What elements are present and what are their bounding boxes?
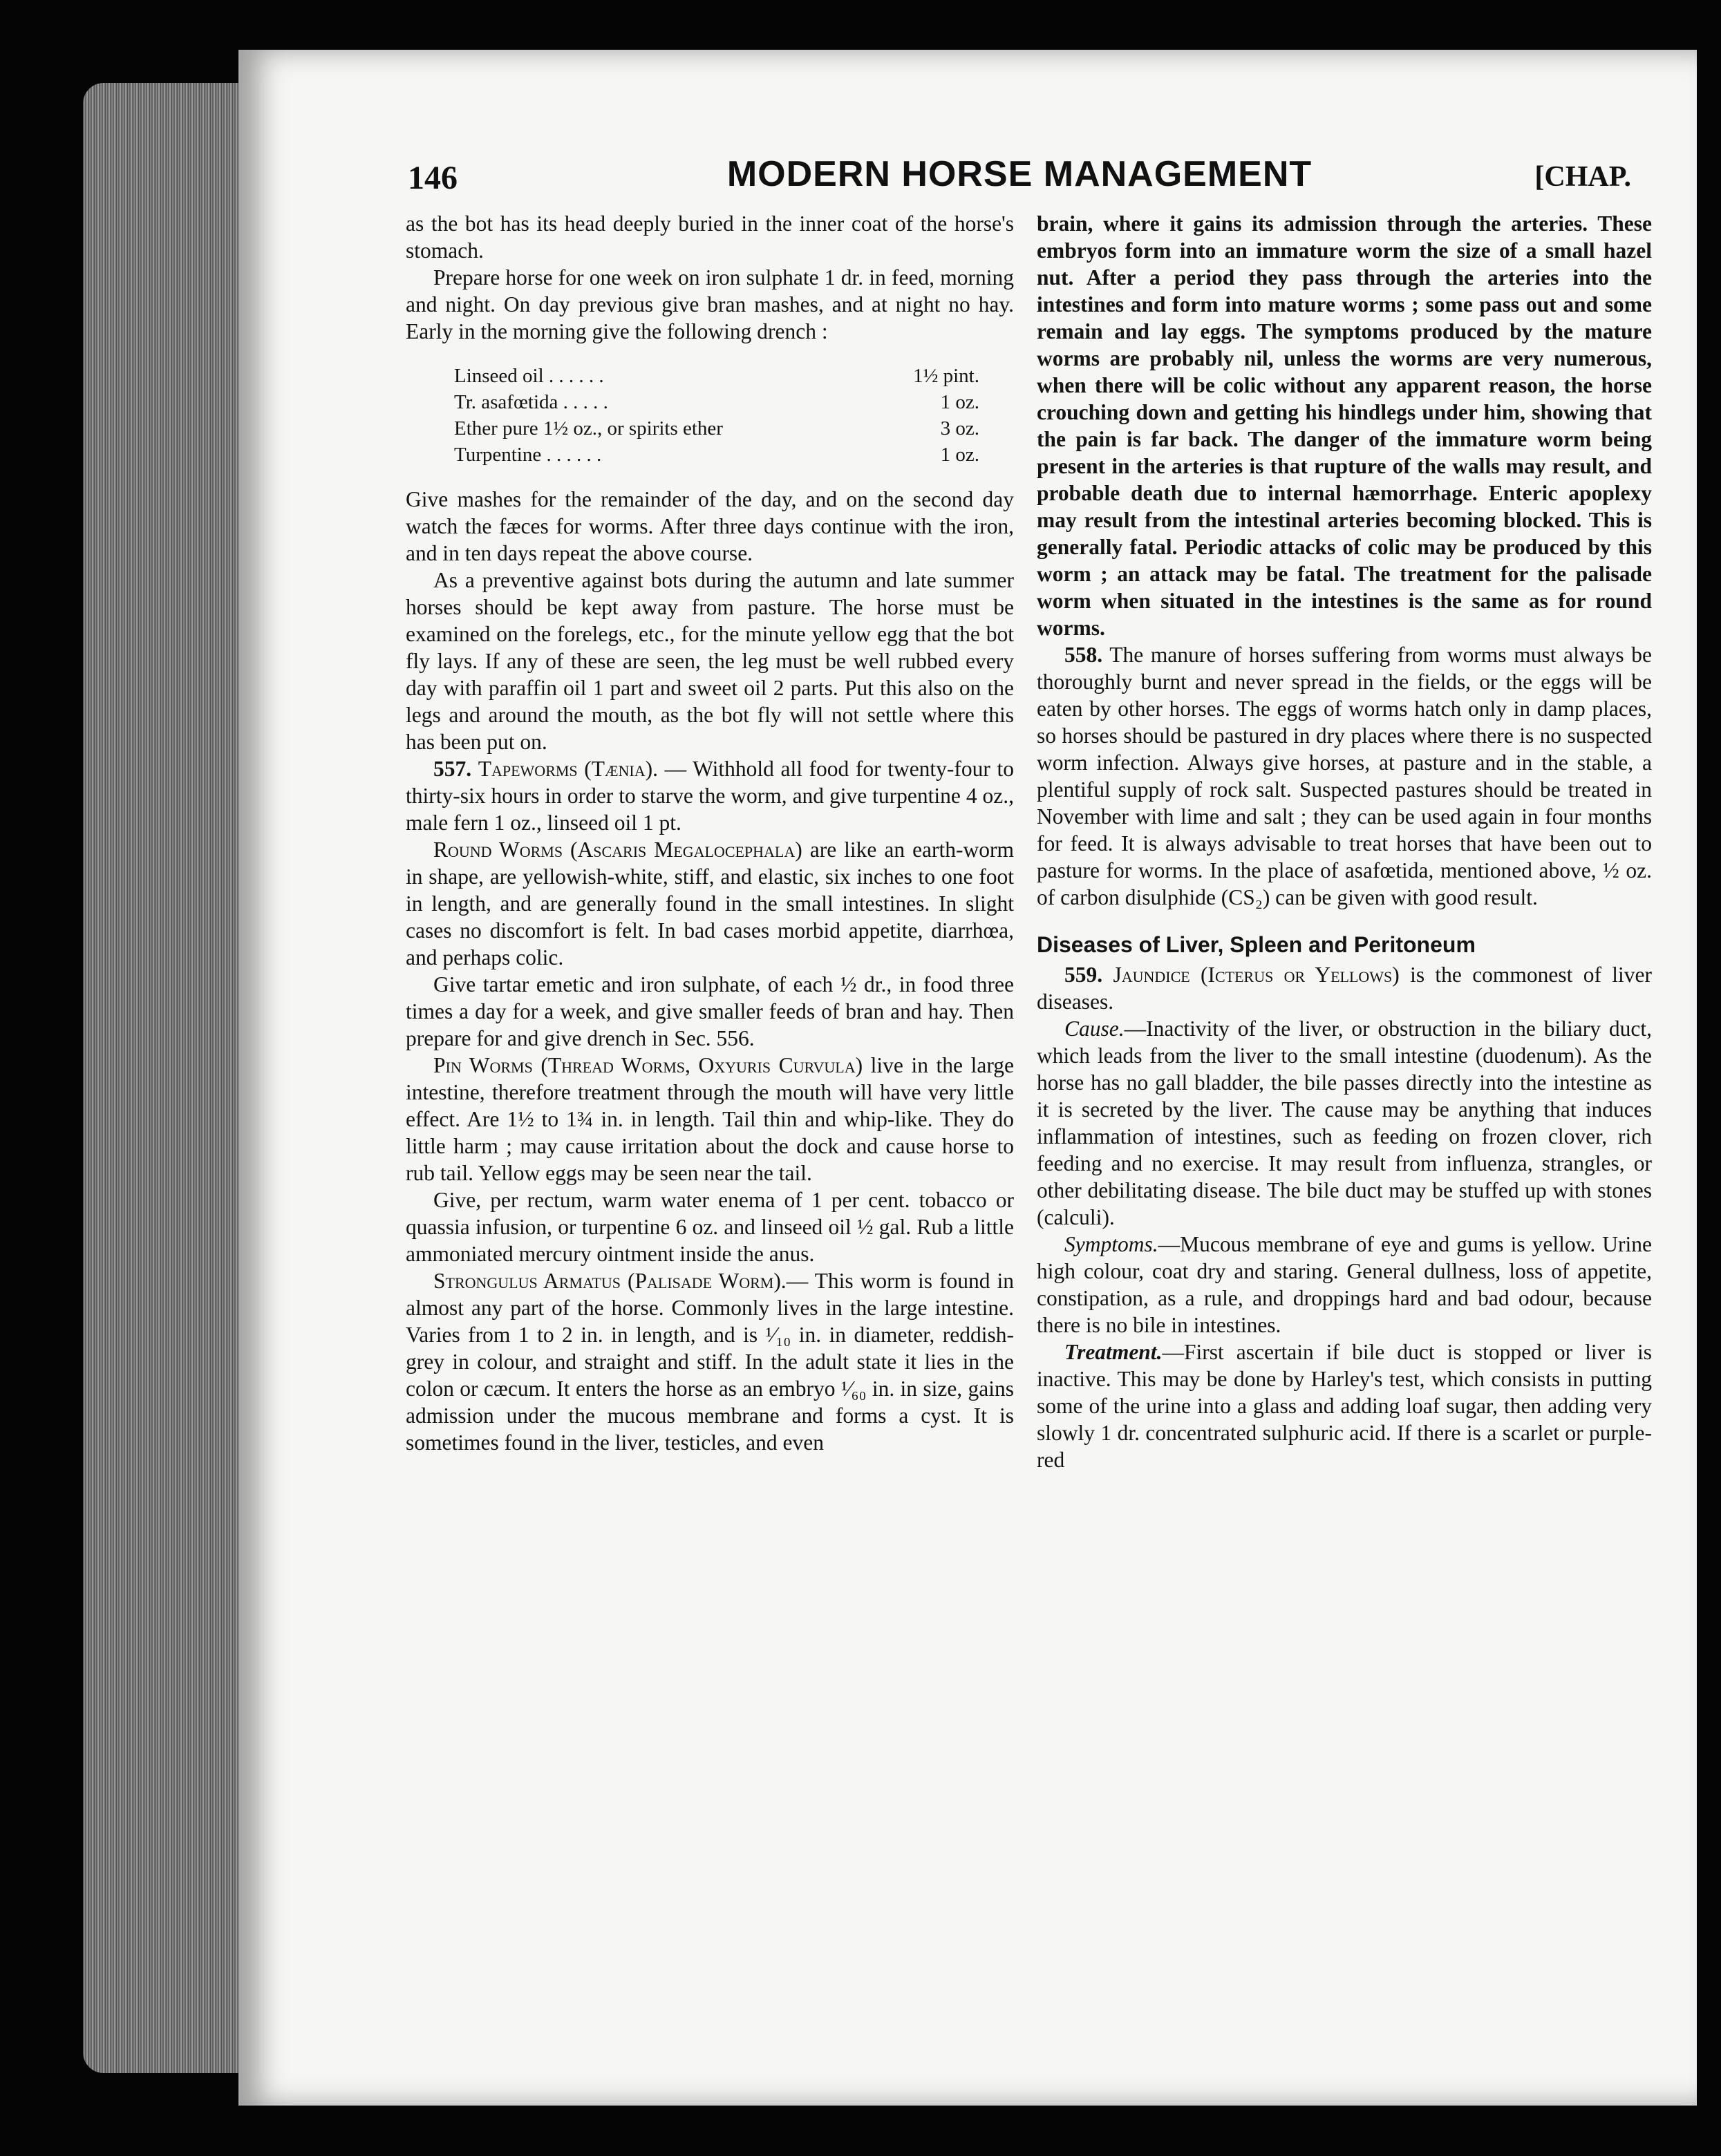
page-number: 146: [408, 160, 458, 196]
paragraph-text: —Mucous membrane of eye and gums is yellow. Urine high colour, coat dry and staring. General dullness, loss of appetite, constipation, as a rule, and droppings hard and bad odour, because there is no bile in intestines.: [1037, 1232, 1652, 1337]
paragraph: Give tartar emetic and iron sulphate, of each ½ dr., in food three times a day for a week, and give smaller feeds of bran and hay. Then prepare for and give drench in Sec. 556.: [406, 972, 1014, 1050]
recipe-item: Linseed oil . . . . . .: [454, 365, 604, 387]
palisade-worm-paragraph: [406, 1267, 1014, 1456]
right-column: [1037, 210, 1652, 1473]
paragraph-text: live in the large intestine, therefore treatment through the mouth will have very little effect. Are 1½ to 1¾ in. in length. Tail thin and whip-like. They do little harm ; may cause irritation about the dock and cause horse to rub tail. Yellow eggs may be seen near the tail.: [406, 1053, 1014, 1185]
section-text: — Withhold all food for twenty-four to thirty-six hours in order to starve the worm, and give turpentine 4 oz., male fern 1 oz., linseed oil 1 pt.: [406, 757, 1014, 835]
chapter-marker: [CHAP.: [1534, 161, 1631, 193]
book-page-edges: [83, 83, 256, 2073]
paragraph-text: —First ascertain if bile duct is stopped or liver is inactive. This may be done by Harley's test, which consists in putting some of the urine into a glass and adding loaf sugar, then adding very slowly 1 dr. concentrated sulphuric acid. If there is a scarlet or purple-red: [1037, 1340, 1652, 1472]
paragraph-label: Symptoms.: [1064, 1232, 1158, 1256]
subheading: Pin Worms (Thread Worms, Oxyuris Curvula): [433, 1053, 863, 1077]
paragraph-text: — This worm is found in almost any part of the horse. Commonly lives in the large intestine. Varies from 1 to 2 in. in length, and is ¹⁄₁₀ in. in diameter, reddish-grey in colour, and straight and stiff. In the adult state it lies in the colon or cæcum. It enters the horse as an embryo ¹⁄₆₀ in. in size, gains admission under the mucous membrane and forms a cyst. It is sometimes found in the liver, testicles, and even: [406, 1269, 1014, 1455]
section-number: 557.: [433, 757, 472, 781]
recipe-quantity: 1 oz.: [940, 444, 979, 466]
paragraph-label: Treatment.: [1064, 1340, 1163, 1364]
recipe-item: Turpentine . . . . . .: [454, 444, 602, 466]
round-worms-paragraph: [406, 836, 1014, 971]
left-column: [406, 210, 1014, 1456]
recipe-item: Ether pure 1½ oz., or spirits ether: [454, 417, 723, 439]
cause-paragraph: [1037, 1015, 1652, 1231]
subheading: Round Worms (Ascaris Megalocephala): [433, 838, 802, 862]
section-heading: Tapeworms (Tænia).: [478, 757, 659, 781]
symptoms-paragraph: [1037, 1231, 1652, 1339]
running-title: MODERN HORSE MANAGEMENT: [726, 154, 1313, 194]
section-text: is the commonest of liver diseases.: [1037, 963, 1653, 1014]
recipe-quantity: 1 oz.: [940, 391, 979, 413]
section-number: 558.: [1064, 643, 1103, 667]
paragraph: Give, per rectum, warm water enema of 1 per cent. tobacco or quassia infusion, or turpentine 6 oz. and linseed oil ½ gal. Rub a little ammoniated mercury ointment inside the anus.: [406, 1188, 1014, 1266]
section-title: Diseases of Liver, Spleen and Peritoneum: [1037, 932, 1476, 957]
paragraph: Prepare horse for one week on iron sulphate 1 dr. in feed, morning and night. On day previous give bran mashes, and at night no hay. Early in the morning give the following drench :: [406, 265, 1014, 343]
paragraph: As a preventive against bots during the autumn and late summer horses should be kept away from pasture. The horse must be examined on the forelegs, etc., for the minute yellow egg that the bot fly lays. If any of these are seen, the leg must be well rubbed every day with paraffin oil 1 part and sweet oil 2 parts. Put this also on the legs and around the mouth, as the bot fly will not settle where this has been put on.: [406, 568, 1014, 754]
book-page: [238, 50, 1697, 2106]
paragraph-text: —Inactivity of the liver, or obstruction in the biliary duct, which leads from the liver to the small intestine (duodenum). As the horse has no gall bladder, the bile passes directly into the intestine as it is secreted by the liver. The cause may be anything that induces inflammation of intestines, such as feeding on frozen clover, rich feeding and no exercise. It may result from influenza, strangles, or other debilitating disease. The bile duct may be stuffed up with stones (calculi).: [1037, 1016, 1652, 1229]
treatment-paragraph: [1037, 1339, 1652, 1473]
recipe-row: [454, 389, 979, 415]
section-text: The manure of horses suffering from worms must always be thoroughly burnt and never spread in the fields, or the eggs will be eaten by other horses. The eggs of worms hatch only in damp places, so horses should be pastured in dry places where there is no suspected worm infection. Always give horses, at pasture and in the stable, a plentiful supply of rock salt. Suspected pastures should be treated in November with lime and salt ; they can be used again in four months for feed. It is always advisable to treat horses that have been out to pasture for worms. In the place of asafœtida, mentioned above, ½ oz. of carbon disulphide (CS₂) can be given with good result.: [1037, 643, 1652, 909]
recipe-row: [454, 415, 979, 442]
section-559: [1037, 961, 1652, 1015]
paragraph-label: Cause.: [1064, 1016, 1125, 1041]
drench-recipe-table: [454, 363, 979, 468]
paragraph: brain, where it gains its admission through the arteries. These embryos form into an immature worm the size of a small hazel nut. After a period they pass through the arteries into the intestines and form into mature worms ; some pass out and some remain and lay eggs. The symptoms produced by the mature worms are probably nil, unless the worms are very numerous, when there will be colic without any apparent reason, the horse crouching down and getting his hindlegs under him, showing that the pain is far back. The danger of the immature worm being present in the arteries is that rupture of the walls may result, and probable death due to internal hæmorrhage. Enteric apoplexy may result from the intestinal arteries becoming blocked. This is generally fatal. Periodic attacks of colic may be produced by this worm ; an attack may be fatal. The treatment for the palisade worm when situated in the intestines is the same as for round worms.: [1037, 211, 1652, 640]
section-heading: Jaundice (Icterus or Yellows): [1113, 963, 1400, 987]
section-558: [1037, 641, 1652, 911]
page-header: [408, 153, 1631, 209]
recipe-row: [454, 442, 979, 468]
recipe-quantity: 1½ pint.: [913, 365, 979, 387]
paragraph: as the bot has its head deeply buried in the inner coat of the horse's stomach.: [406, 211, 1014, 263]
subheading: Strongulus Armatus (Palisade Worm).: [433, 1269, 787, 1293]
paragraph-text: are like an earth-worm in shape, are yellowish-white, stiff, and elastic, six inches to one foot in length, and are generally found in the small intestines. In slight cases no discomfort is felt. In bad cases morbid appetite, diarrhœa, and perhaps colic.: [406, 838, 1015, 970]
pin-worms-paragraph: [406, 1052, 1014, 1186]
section-number: 559.: [1064, 963, 1103, 987]
recipe-item: Tr. asafœtida . . . . .: [454, 391, 608, 413]
recipe-quantity: 3 oz.: [940, 417, 979, 439]
section-557: [406, 755, 1014, 836]
recipe-row: [454, 363, 979, 389]
paragraph: Give mashes for the remainder of the day, and on the second day watch the fæces for worms. After three days continue with the iron, and in ten days repeat the above course.: [406, 487, 1014, 565]
